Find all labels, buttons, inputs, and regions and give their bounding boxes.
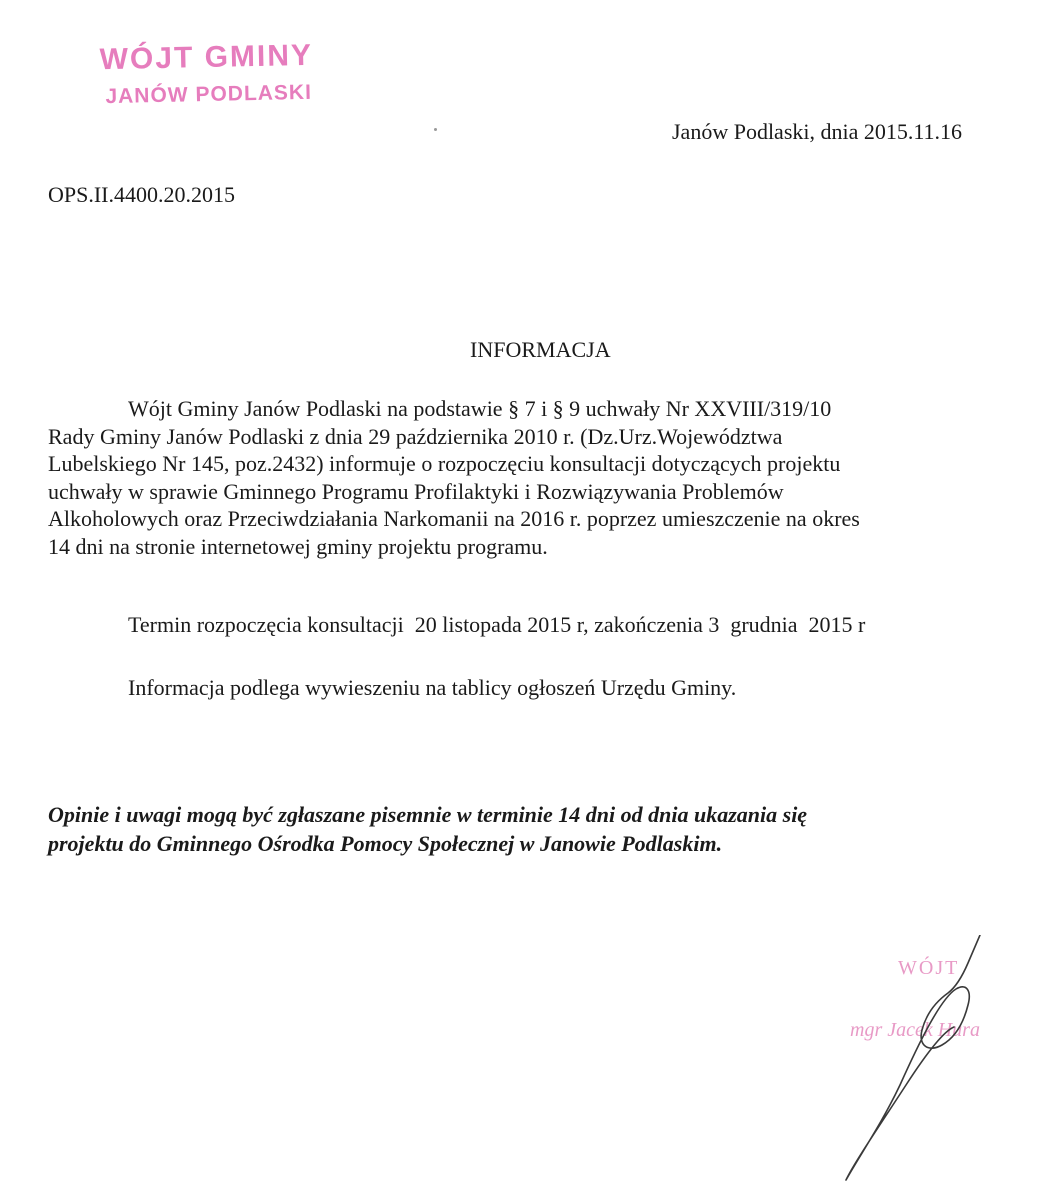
body-line: Rady Gminy Janów Podlaski z dnia 29 października 2010 r. (Dz.Urz.Województwa <box>48 423 783 449</box>
scan-speck <box>434 128 437 131</box>
signature-block <box>830 935 1040 1185</box>
place-and-date: Janów Podlaski, dnia 2015.11.16 <box>672 119 963 144</box>
notice-info: Informacja podlega wywieszeniu na tablicy ogłoszeń Urzędu Gminy. <box>128 675 737 700</box>
office-stamp-line2: JANÓW PODLASKI <box>105 80 313 109</box>
closing-line: projektu do Gminnego Ośrodka Pomocy Społecznej w Janowie Podlaskim. <box>48 831 723 856</box>
consultation-dates: Termin rozpoczęcia konsultacji 20 listopada 2015 r, zakończenia 3 grudnia 2015 r <box>128 612 866 637</box>
body-line: Wójt Gminy Janów Podlaski na podstawie § 7 i § 9 uchwały Nr XXVIII/319/10 <box>128 396 832 421</box>
signature-stamp-name: mgr Jacek Hura <box>850 1019 980 1041</box>
closing-line: Opinie i uwagi mogą być zgłaszane pisemnie w terminie 14 dni od dnia ukazania się <box>48 802 808 827</box>
body-line: Lubelskiego Nr 145, poz.2432) informuje o rozpoczęciu konsultacji dotyczących projektu <box>48 451 841 476</box>
body-line: 14 dni na stronie internetowej gminy projektu programu. <box>48 533 548 559</box>
handwritten-signature <box>830 935 1040 1185</box>
body-line: Alkoholowych oraz Przeciwdziałania Narkomanii na 2016 r. poprzez umieszczenie na okres <box>48 506 860 531</box>
office-stamp <box>99 38 314 110</box>
body-line: uchwały w sprawie Gminnego Programu Profilaktyki i Rozwiązywania Problemów <box>48 478 784 504</box>
closing-note <box>48 800 1048 858</box>
office-stamp-line1: WÓJT GMINY <box>99 38 314 77</box>
signature-stamp-role: WÓJT <box>898 957 960 979</box>
reference-number: OPS.II.4400.20.2015 <box>48 182 236 207</box>
document-title: INFORMACJA <box>470 337 611 362</box>
body-paragraph <box>48 395 1048 560</box>
